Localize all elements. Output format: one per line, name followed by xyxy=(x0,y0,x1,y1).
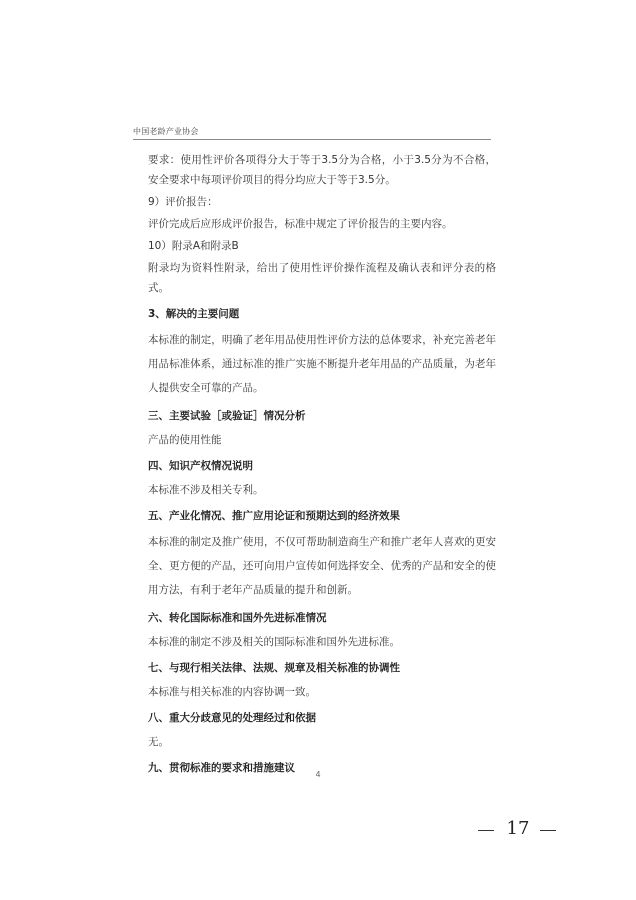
section-heading: 五、产业化情况、推广应用论证和预期达到的经济效果 xyxy=(148,510,400,522)
section-heading: 九、贯彻标准的要求和措施建议 xyxy=(148,762,295,774)
body-paragraph: 评价完成后应形成评价报告，标准中规定了评价报告的主要内容。 xyxy=(148,218,453,230)
footer-dash-left xyxy=(478,830,494,831)
page-footer xyxy=(478,818,558,842)
body-paragraph: 无。 xyxy=(148,736,169,748)
inner-page-number: 4 xyxy=(315,770,321,779)
body-paragraph: 要求：使用性评价各项得分大于等于3.5分为合格，小于3.5分为不合格，安全要求中每项评价项目的得分均应大于等于3.5分。 xyxy=(148,154,496,186)
body-paragraph: 本标准的制定，明确了老年用品使用性评价方法的总体要求，补充完善老年用品标准体系，通过标准的推广实施不断提升老年用品的产品质量，为老年人提供安全可靠的产品。 xyxy=(148,334,496,394)
section-heading: 八、重大分歧意见的处理经过和依据 xyxy=(148,712,316,724)
body-paragraph: 本标准与相关标准的内容协调一致。 xyxy=(148,686,316,698)
body-paragraph: 本标准的制定不涉及相关的国际标准和国外先进标准。 xyxy=(148,636,400,648)
body-paragraph: 10）附录A和附录B xyxy=(148,240,239,252)
section-heading: 七、与现行相关法律、法规、规章及相关标准的协调性 xyxy=(148,662,400,674)
document-body xyxy=(148,150,496,782)
header-divider xyxy=(133,139,491,140)
page-header-org: 中国老龄产业协会 xyxy=(133,127,199,136)
section-heading: 三、主要试验［或验证］情况分析 xyxy=(148,410,306,422)
footer-dash-right xyxy=(540,830,556,831)
body-paragraph: 本标准的制定及推广使用，不仅可帮助制造商生产和推广老年人喜欢的更安全、更方便的产品，还可向用户宣传如何选择安全、优秀的产品和安全的使用方法，有利于老年产品质量的提升和创新。 xyxy=(148,536,496,596)
body-paragraph: 9）评价报告： xyxy=(148,196,218,208)
body-paragraph: 本标准不涉及相关专利。 xyxy=(148,484,264,496)
section-heading: 3、解决的主要问题 xyxy=(148,308,240,320)
body-paragraph: 产品的使用性能 xyxy=(148,434,222,446)
section-heading: 四、知识产权情况说明 xyxy=(148,460,253,472)
section-heading: 六、转化国际标准和国外先进标准情况 xyxy=(148,612,327,624)
body-paragraph: 附录均为资料性附录，给出了使用性评价操作流程及确认表和评分表的格式。 xyxy=(148,262,496,294)
page-number: 17 xyxy=(506,818,530,839)
